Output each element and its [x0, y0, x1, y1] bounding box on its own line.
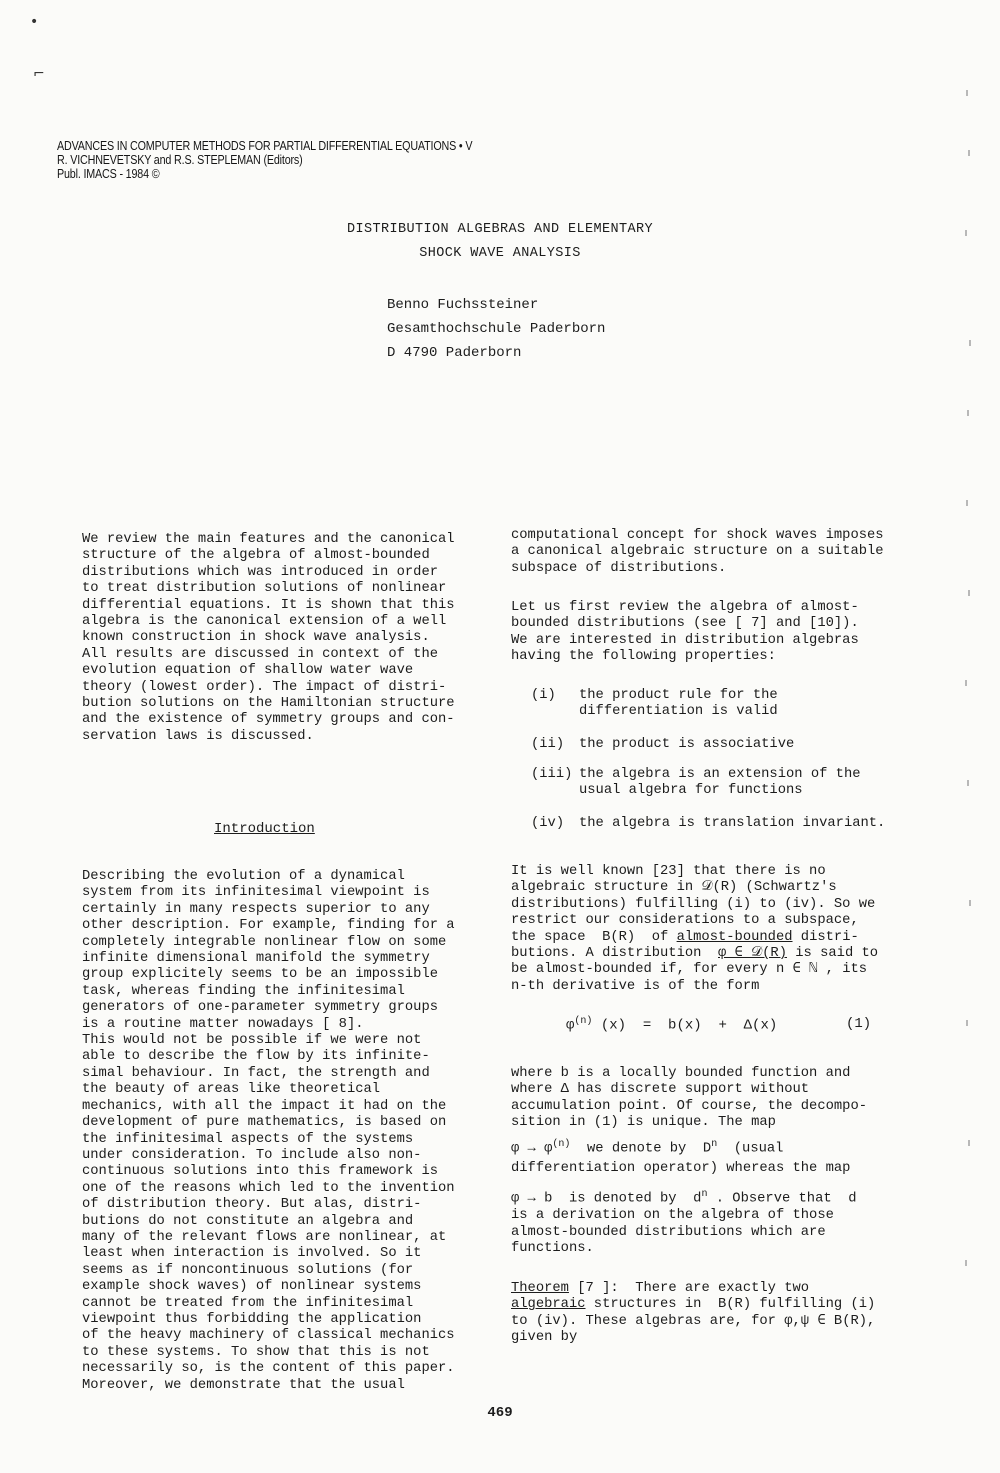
text-line: be almost-bounded if, for every n ∈ ℕ , its	[511, 962, 868, 978]
map-definition-line	[511, 1137, 906, 1158]
scan-mark	[966, 1020, 968, 1026]
author-affiliation: Gesamthochschule Paderborn	[387, 321, 606, 337]
map-end-text: (usual	[717, 1141, 784, 1157]
theorem-block	[511, 1281, 906, 1347]
theorem-algebraic-term: algebraic	[511, 1297, 586, 1313]
scan-mark	[966, 500, 968, 506]
scan-mark	[967, 780, 969, 786]
text-span: . Observe that d	[707, 1192, 857, 1207]
right-paragraph-2	[511, 600, 906, 666]
scan-mark	[968, 150, 970, 156]
abstract	[82, 532, 492, 745]
equation-1-superscript: (n)	[574, 1016, 593, 1027]
equation-1-rhs: (x) = b(x) + Δ(x)	[600, 1017, 778, 1034]
scan-mark	[968, 1140, 970, 1146]
map-text: we denote by D	[570, 1141, 712, 1157]
introduction-text: Describing the evolution of a dynamical system from its infinitesimal viewpoint is certainly in many respects superior to any other description. For example, finding for a completely integrable nonlinear flow on some infinite dimensional manifold the symmetry group explicitely seems to be an impossible task, whereas finding the infinitesimal generators of one-parameter symmetry groups is a routine matter nowadays [ 8]. This would not be possible if we were not able to describe the flow by its infinite- simal behaviour. In fact, the strength and the beauty of areas like theoretical mechanics, with all the impact it had on the development of pure mathematics, is based on the infinitesimal aspects of the systems under consideration. To include also non- continuous solutions into this framework is one of the reasons which led to the invention of distribution theory. But alas, distri- butions do not constitute an algebra and many of the relevant flows are nonlinear, at least when interaction is involved. So it seems as if noncontinuous solutions (for example shock waves) of nonlinear systems cannot be treated from the infinitesimal viewpoint thus forbidding the application of the heavy machinery of classical mechanics to these systems. To show that this is not necessarily so, is the content of this paper. Moreover, we demonstrate that the usual	[82, 869, 455, 1393]
text-line: distributions) fulfilling (i) to (iv). So we	[511, 896, 876, 912]
equation-1-number: (1)	[846, 1016, 872, 1032]
text-line: given by	[511, 1330, 578, 1346]
derivation-superscript: n	[701, 1189, 708, 1201]
introduction-heading: Introduction	[214, 821, 315, 837]
editors-line: R. VICHNEVETSKY and R.S. STEPLEMAN (Editors)	[57, 153, 303, 167]
text-span: φ → b is denoted by d	[511, 1192, 702, 1207]
paper-title-line-2: SHOCK WAVE ANALYSIS	[419, 246, 581, 261]
text-span: distri-	[792, 929, 859, 945]
property-number: (i)	[531, 688, 556, 703]
text-line: It is well known [23] that there is no	[511, 864, 826, 879]
scan-mark	[967, 410, 969, 416]
text-span: [7 ]: There are exactly two	[568, 1281, 810, 1296]
series-title: ADVANCES IN COMPUTER METHODS FOR PARTIAL DIFFERENTIAL EQUATIONS • V	[57, 139, 473, 153]
text-line: algebraic structure in 𝒟(R) (Schwartz's	[511, 880, 837, 896]
text-line: to (iv). These algebras are, for φ,ψ ∈ B(R),	[511, 1313, 876, 1329]
scan-mark	[969, 340, 971, 346]
text-span: the space B(R) of	[511, 929, 677, 945]
stray-tick-mark: ⌐	[33, 66, 45, 82]
abstract-text: We review the main features and the canonical structure of the algebra of almost-bounded distributions which was introduced in order to treat distribution solutions of nonlinear differential equations. It is shown that this algebra is the canonical extension of a well known construction in shock wave analysis. All results are discussed in context of the evolution equation of shallow water wave theory (lowest order). The impact of distri- bution solutions on the Hamiltonian structure and the existence of symmetry groups and con- servation laws is discussed.	[82, 532, 455, 744]
author-name: Benno Fuchssteiner	[387, 297, 539, 313]
stray-dot-mark: •	[30, 14, 39, 30]
map-phi-superscript: (n)	[552, 1139, 571, 1150]
scan-mark	[965, 1260, 967, 1266]
map-phi: φ → φ	[511, 1141, 553, 1157]
publisher-line: Publ. IMACS - 1984 ©	[57, 167, 160, 181]
property-text: the algebra is translation invariant.	[579, 816, 886, 831]
right-paragraph-1	[511, 528, 906, 577]
scan-mark	[966, 90, 968, 96]
right-paragraph-1-text: computational concept for shock waves imposes a canonical algebraic structure on a suitable subspace of distributions.	[511, 528, 884, 576]
text-line	[511, 930, 906, 946]
page-number: 469	[487, 1405, 513, 1421]
property-number: (iii)	[531, 767, 573, 782]
text-line: restrict our considerations to a subspace,	[511, 913, 859, 929]
text-line	[511, 1297, 906, 1313]
scan-mark	[969, 900, 971, 906]
right-paragraph-3	[511, 864, 906, 995]
right-paragraph-5	[511, 1161, 906, 1258]
property-text: the product is associative	[579, 737, 795, 752]
property-number: (ii)	[531, 737, 565, 752]
property-text: the product rule for the differentiation is valid	[579, 688, 778, 720]
right-paragraph-4-text: where b is a locally bounded function and where Δ has discrete support without accumulation point. Of course, the decompo- sition in (1) is unique. The map	[511, 1066, 868, 1131]
text-line: n-th derivative is of the form	[511, 978, 760, 994]
text-line: differentiation operator) whereas the map	[511, 1161, 851, 1176]
right-paragraph-2-text: Let us first review the algebra of almost- bounded distributions (see [ 7] and [10]). We are interested in distribution algebras having the following properties:	[511, 600, 859, 665]
map-d-superscript: n	[711, 1139, 718, 1150]
equation-1	[566, 1016, 777, 1034]
distribution-membership: φ ∈ 𝒟(R)	[718, 946, 787, 962]
right-paragraph-5-text: is a derivation on the algebra of those almost-bounded distributions which are functions.	[511, 1208, 834, 1257]
property-number: (iv)	[531, 816, 565, 831]
almost-bounded-term: almost-bounded	[676, 929, 793, 945]
introduction-section	[82, 869, 492, 1394]
property-text: the algebra is an extension of the usual algebra for functions	[579, 767, 861, 799]
right-paragraph-4	[511, 1066, 906, 1132]
scan-mark	[965, 680, 967, 686]
scan-mark	[968, 590, 970, 596]
text-line	[511, 946, 906, 962]
text-line	[511, 1281, 906, 1297]
text-span: butions. A distribution	[511, 946, 718, 962]
author-address: D 4790 Paderborn	[387, 345, 522, 361]
paper-title-line-1: DISTRIBUTION ALGEBRAS AND ELEMENTARY	[346, 222, 654, 237]
text-span: structures in B(R) fulfilling (i)	[585, 1297, 876, 1313]
text-span: is said to	[787, 946, 879, 962]
text-line	[511, 1187, 906, 1208]
scan-mark	[965, 230, 967, 236]
theorem-label: Theorem	[511, 1281, 569, 1296]
equation-1-lhs: φ	[566, 1017, 575, 1034]
scan-edge-marks	[960, 80, 980, 1380]
